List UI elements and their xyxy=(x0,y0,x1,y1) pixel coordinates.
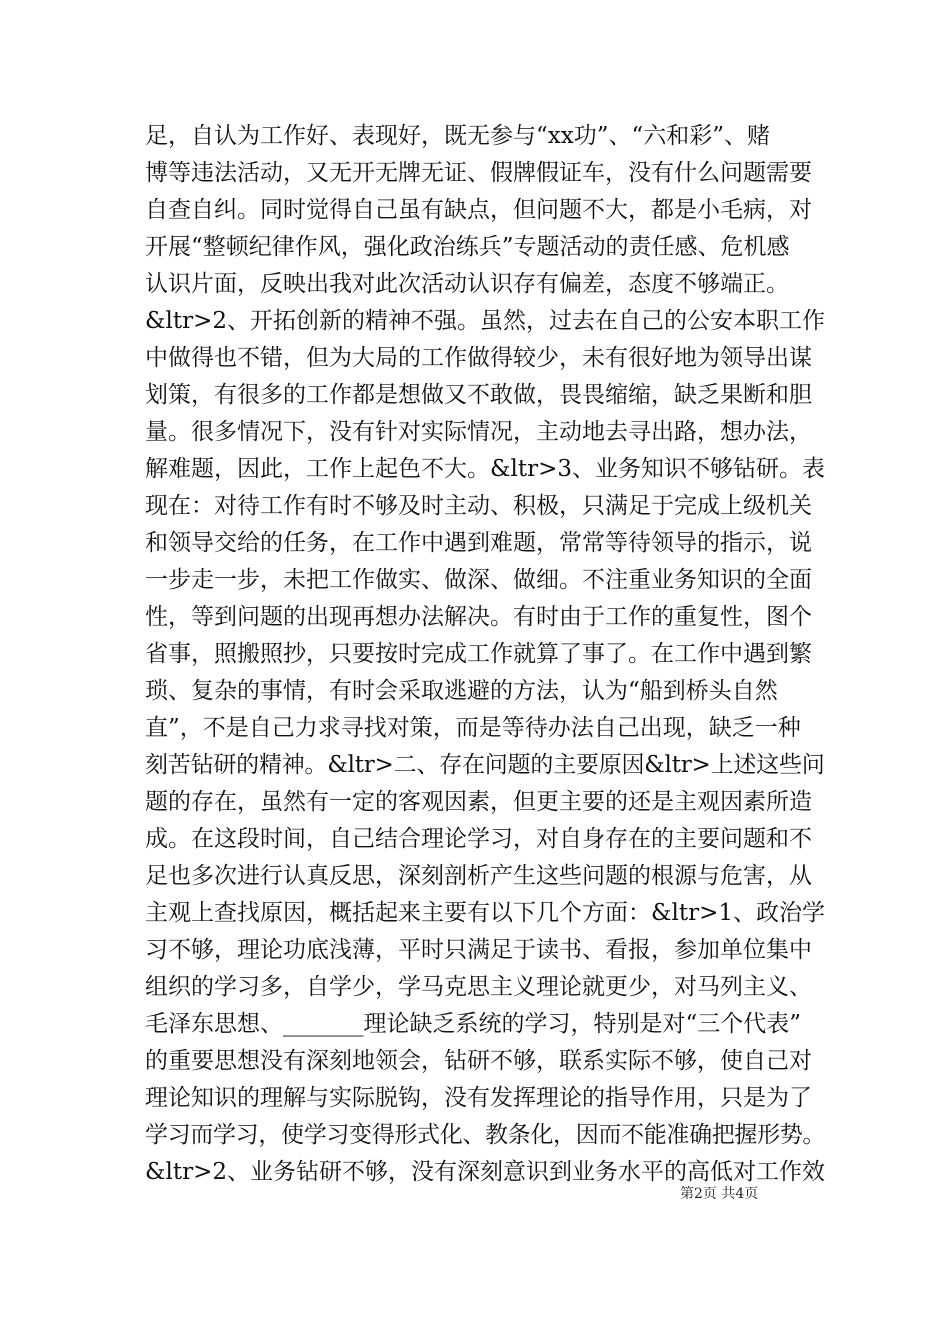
text-line: 成。在这段时间，自己结合理论学习，对自身存在的主要问题和不 xyxy=(145,826,812,852)
text-line: 认识片面，反映出我对此次活动认识存有偏差，态度不够端正。 xyxy=(145,271,789,297)
text-line: 开展“整顿纪律作风，强化政治练兵”专题活动的责任感、危机感 xyxy=(145,234,790,260)
body-text xyxy=(145,118,825,1191)
text-line: 习不够，理论功底浅薄，平时只满足于读书、看报，参加单位集中 xyxy=(145,937,812,963)
text-line: &ltr>2、开拓创新的精神不强。虽然，过去在自己的公安本职工作 xyxy=(145,308,825,334)
page-number: 第2页 共4页 xyxy=(680,1186,759,1202)
text-line: 和领导交给的任务，在工作中遇到难题，常常等待领导的指示，说 xyxy=(145,530,812,556)
text-line: 性，等到问题的出现再想办法解决。有时由于工作的重复性，图个 xyxy=(145,604,812,630)
text-line: 划策，有很多的工作都是想做又不敢做，畏畏缩缩，缺乏果断和胆 xyxy=(145,382,812,408)
text-line: 琐、复杂的事情，有时会采取逃避的方法，认为“船到桥头自然 xyxy=(145,678,778,704)
text-line: 直”，不是自己力求寻找对策，而是等待办法自己出现，缺乏一种 xyxy=(145,715,801,741)
text-line: 组织的学习多，自学少，学马克思主义理论就更少，对马列主义、 xyxy=(145,974,812,1000)
text-line: 刻苦钻研的精神。&ltr>二、存在问题的主要原因&ltr>上述这些问 xyxy=(145,752,825,778)
text-line: 一步走一步，未把工作做实、做深、做细。不注重业务知识的全面 xyxy=(145,567,812,593)
text-line: &ltr>2、业务钻研不够，没有深刻意识到业务水平的高低对工作效 xyxy=(145,1159,825,1185)
text-line: 题的存在，虽然有一定的客观因素，但更主要的还是主观因素所造 xyxy=(145,789,812,815)
text-line: 主观上查找原因，概括起来主要有以下几个方面：&ltr>1、政治学 xyxy=(145,900,825,926)
text-line: 的重要思想没有深刻地领会，钻研不够，联系实际不够，使自己对 xyxy=(145,1048,812,1074)
text-line: 现在：对待工作有时不够及时主动、积极，只满足于完成上级机关 xyxy=(145,493,812,519)
text-line: 博等违法活动，又无开无牌无证、假牌假证车，没有什么问题需要 xyxy=(145,160,812,186)
text-line: 理论知识的理解与实际脱钩，没有发挥理论的指导作用，只是为了 xyxy=(145,1085,812,1111)
text-line: 省事，照搬照抄，只要按时完成工作就算了事了。在工作中遇到繁 xyxy=(145,641,812,667)
text-line: 解难题，因此，工作上起色不大。&ltr>3、业务知识不够钻研。表 xyxy=(145,456,825,482)
text-line: 足也多次进行认真反思，深刻剖析产生这些问题的根源与危害，从 xyxy=(145,863,812,889)
text-line: 足，自认为工作好、表现好，既无参与“xx功”、“六和彩”、赌 xyxy=(145,123,770,149)
text-line: 自查自纠。同时觉得自己虽有缺点，但问题不大，都是小毛病，对 xyxy=(145,197,812,223)
text-line: 量。很多情况下，没有针对实际情况，主动地去寻出路，想办法， xyxy=(145,419,812,445)
text-line: 毛泽东思想、_______理论缺乏系统的学习，特别是对“三个代表” xyxy=(145,1011,802,1037)
text-line: 中做得也不错，但为大局的工作做得较少，未有很好地为领导出谋 xyxy=(145,345,812,371)
text-line: 学习而学习，使学习变得形式化、教条化，因而不能准确把握形势。 xyxy=(145,1122,825,1148)
